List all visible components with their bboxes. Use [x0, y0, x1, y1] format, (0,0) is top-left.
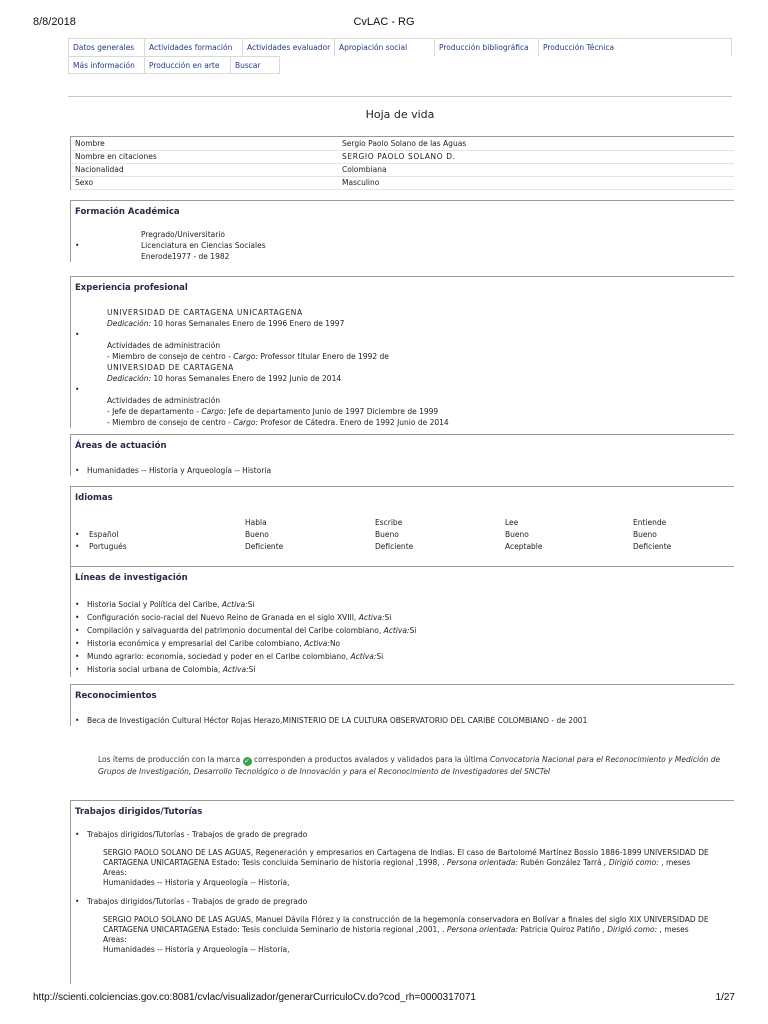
section-title: Formación Académica [75, 207, 180, 217]
identity-table [71, 137, 734, 190]
table-row [71, 529, 735, 541]
trabajo-line: SERGIO PAOLO SOLANO DE LAS AGUAS, Manuel Dávila Flórez y la construcción de la hegemonía conservadora en Bolívar a finales del siglo XIX UNIVERSIDAD DE [103, 915, 709, 924]
bullet-icon: • [75, 639, 80, 648]
formacion-dates: Enerode1977 - de 1982 [141, 252, 230, 261]
print-title: CvLAC - RG [353, 16, 415, 28]
page-number: 1/27 [715, 992, 735, 1003]
list-item: • Trabajos dirigidos/Tutorías - Trabajos de grado de pregrado [75, 830, 308, 839]
idiomas-section [70, 486, 734, 566]
identity-row [71, 150, 734, 163]
formacion-section [70, 200, 734, 262]
formacion-degree: • Licenciatura en Ciencias Sociales [75, 241, 266, 250]
experiencia-spacer [71, 384, 734, 395]
identity-row [71, 176, 734, 189]
bullet-icon: • [75, 241, 80, 250]
languages-header-row [71, 517, 735, 529]
page-title: Hoja de vida [365, 108, 435, 121]
language-level: Bueno [633, 530, 657, 539]
formacion-level: Pregrado/Universitario [141, 230, 225, 239]
column-header: Habla [245, 518, 267, 527]
section-title: Trabajos dirigidos/Tutorías [75, 807, 203, 817]
nav-actividades-formacion[interactable]: Actividades formación [144, 38, 242, 56]
validation-notice: Los ítems de producción con la marca ✓ corresponden a productos avalados y validados para la última Convocatoria Nacional para el Reconocimiento y Medición de Grupos de Investigación, Desarrollo Tecnológico o de Innovación y para el Reconocimiento de Investigadores del SNCTeI [98, 755, 721, 776]
experiencia-dedication: Dedicación: 10 horas Semanales Enero de 1996 Enero de 1997 [107, 319, 345, 328]
bullet-icon: • [75, 665, 80, 674]
nav-buscar[interactable]: Buscar [230, 56, 280, 74]
list-item: • Historia social urbana de Colombia, Activa:Si [75, 665, 256, 674]
column-header: Lee [505, 518, 519, 527]
identity-label: Sexo [71, 176, 338, 189]
bullet-icon: • [75, 466, 80, 475]
section-title: Reconocimientos [75, 691, 157, 701]
bullet-icon: • [75, 385, 80, 394]
experiencia-org: UNIVERSIDAD DE CARTAGENA [107, 363, 234, 372]
check-icon: ✓ [244, 757, 251, 765]
bullet-icon: • [75, 600, 80, 609]
bullet-icon: • [75, 830, 80, 839]
table-row [71, 541, 735, 553]
language-name: Portugués [89, 542, 127, 551]
bullet-icon: • [75, 542, 80, 551]
identity-label: Nombre en citaciones [71, 150, 338, 163]
trabajo-line: SERGIO PAOLO SOLANO DE LAS AGUAS, Regeneración y empresarios en Cartagena de Indias. El caso de Bartolomé Martínez Bossio 1886-1899 UNIVERSIDAD DE [103, 848, 709, 857]
list-item: • Beca de Investigación Cultural Héctor Rojas Herazo,MINISTERIO DE LA CULTURA OBSERVATORIO DEL CARIBE COLOMBIANO - de 2001 [75, 716, 588, 725]
experiencia-spacer [71, 329, 734, 340]
identity-label: Nombre [71, 137, 338, 150]
identity-label: Nacionalidad [71, 163, 338, 176]
bullet-icon: • [75, 613, 80, 622]
experiencia-item: - Miembro de consejo de centro - Cargo: Professor titular Enero de 1992 de [107, 352, 389, 361]
areas-section [70, 434, 734, 476]
nav-datos-generales[interactable]: Datos generales [68, 38, 144, 56]
nav-produccion-tecnica[interactable]: Producción Técnica [538, 38, 732, 56]
trabajo-line: Humanidades -- Historia y Arqueología -- Historia, [103, 878, 290, 887]
trabajo-line: CARTAGENA UNICARTAGENA Estado: Tesis concluida Seminario de historia regional ,2001, . Persona orientada: Patricia Quiroz Patiño , Dirigió como: , meses [103, 925, 689, 934]
section-title: Líneas de investigación [75, 573, 188, 583]
section-title: Áreas de actuación [75, 441, 167, 451]
language-level: Bueno [375, 530, 399, 539]
identity-row [71, 137, 734, 150]
identity-value: Masculino [338, 176, 734, 189]
language-level: Aceptable [505, 542, 543, 551]
language-name: Español [89, 530, 119, 539]
trabajo-detail [71, 915, 734, 955]
language-level: Deficiente [375, 542, 414, 551]
experiencia-activities: Actividades de administración [107, 341, 221, 350]
language-level: Deficiente [633, 542, 672, 551]
experiencia-section [70, 276, 734, 428]
nav-produccion-en-arte[interactable]: Producción en arte [144, 56, 230, 74]
trabajo-line: CARTAGENA UNICARTAGENA Estado: Tesis concluida Seminario de historia regional ,1998, . Persona orientada: Rubén González Tarrá , Dirigió como: , meses [103, 858, 691, 867]
experiencia-org: UNIVERSIDAD DE CARTAGENA UNICARTAGENA [107, 308, 303, 317]
section-title: Experiencia profesional [75, 283, 188, 293]
print-url: http://scienti.colciencias.gov.co:8081/cvlac/visualizador/generarCurriculoCv.do?cod_rh=0000317071 [33, 992, 476, 1003]
section-title: Idiomas [75, 493, 113, 503]
trabajos-section [70, 800, 734, 984]
nav-actividades-evaluador[interactable]: Actividades evaluador [242, 38, 334, 56]
nav-produccion-bibliografica[interactable]: Producción bibliográfica [434, 38, 538, 56]
trabajo-detail [71, 848, 734, 888]
identity-value: Colombiana [338, 163, 734, 176]
nav-row-2 [68, 56, 732, 74]
print-date: 8/8/2018 [33, 16, 76, 28]
divider [68, 96, 732, 97]
identity-section [70, 136, 734, 190]
trabajo-line: Humanidades -- Historia y Arqueología -- Historia, [103, 945, 290, 954]
bullet-icon: • [75, 897, 80, 906]
print-header [33, 16, 735, 30]
list-item: • Configuración socio-racial del Nuevo Reino de Granada en el siglo XVIII, Activa:Si [75, 613, 392, 622]
language-level: Bueno [245, 530, 269, 539]
experiencia-item: - Jefe de departamento - Cargo: Jefe de departamento Junio de 1997 Diciembre de 1999 [107, 407, 439, 416]
bullet-icon: • [75, 626, 80, 635]
trabajo-line: Areas: [103, 935, 127, 944]
trabajo-line: Areas: [103, 868, 127, 877]
bullet-icon: • [75, 716, 80, 725]
list-item: • Trabajos dirigidos/Tutorías - Trabajos de grado de pregrado [75, 897, 308, 906]
experiencia-item: - Miembro de consejo de centro - Cargo: Profesor de Cátedra. Enero de 1992 Junio de 2014 [107, 418, 449, 427]
list-item: • Historia económica y empresarial del Caribe colombiano, Activa:No [75, 639, 341, 648]
identity-row [71, 163, 734, 176]
identity-value: Sergio Paolo Solano de las Aguas [338, 137, 734, 150]
experiencia-dedication: Dedicación: 10 horas Semanales Enero de 1992 Junio de 2014 [107, 374, 342, 383]
experiencia-activities: Actividades de administración [107, 396, 221, 405]
column-header: Entiende [633, 518, 667, 527]
identity-value: SERGIO PAOLO SOLANO D. [338, 150, 734, 163]
nav-mas-informacion[interactable]: Más información [68, 56, 144, 74]
language-level: Bueno [505, 530, 529, 539]
list-item: • Historia Social y Política del Caribe, Activa:Si [75, 600, 255, 609]
list-item: • Humanidades -- Historia y Arqueología -- Historia [75, 466, 272, 475]
lineas-section [70, 566, 734, 677]
language-level: Deficiente [245, 542, 284, 551]
nav-apropiacion-social[interactable]: Apropiación social [334, 38, 434, 56]
nav-row-1 [68, 38, 732, 56]
bullet-icon: • [75, 530, 80, 539]
bullet-icon: • [75, 652, 80, 661]
column-header: Escribe [375, 518, 403, 527]
bullet-icon: • [75, 330, 80, 339]
section-nav [68, 38, 732, 74]
list-item: • Mundo agrario: economía, sociedad y poder en el Caribe colombiano, Activa:Si [75, 652, 384, 661]
print-footer [33, 992, 735, 1006]
reconocimientos-section [70, 684, 734, 726]
list-item: • Compilación y salvaguarda del patrimonio documental del Caribe colombiano, Activa:Si [75, 626, 417, 635]
languages-table [71, 517, 735, 553]
